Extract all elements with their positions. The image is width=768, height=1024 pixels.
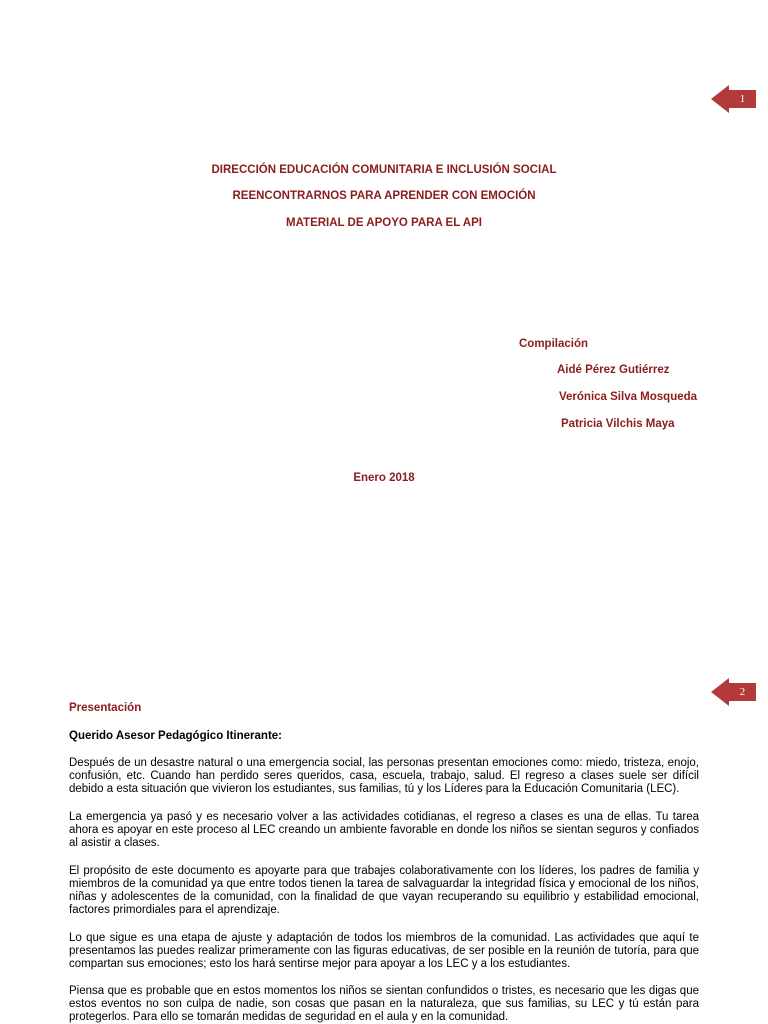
cover-title-line3: MATERIAL DE APOYO PARA EL API xyxy=(286,217,482,229)
body-paragraph: La emergencia ya pasó y es necesario volver a las actividades cotidianas, el regreso a clases es una de ellas. Tu tarea ahora es apoyar en este proceso al LEC creando un ambiente favorable en donde los niños se sientan seguros y confiados al asistir a clases. xyxy=(69,811,699,849)
page-number: 1 xyxy=(739,93,746,105)
compilation-label: Compilación xyxy=(519,338,589,350)
page-number-marker xyxy=(711,678,756,706)
body-paragraph: El propósito de este documento es apoyarte para que trabajes colaborativamente con los líderes, los padres de familia y miembros de la comunidad ya que entre todos tienen la tarea de salvaguardar la integridad física y emocional de los niños, niñas y adolescentes de la comunidad, con la finalidad de que vayan recuperando su equilibrio y estabilidad emocional, factores primordiales para el aprendizaje. xyxy=(69,865,699,916)
cover-title-line1: DIRECCIÓN EDUCACIÓN COMUNITARIA E INCLUSIÓN SOCIAL xyxy=(211,164,557,176)
cover-date: Enero 2018 xyxy=(353,472,415,484)
page-number: 2 xyxy=(739,686,746,698)
body-paragraph: Piensa que es probable que en estos momentos los niños se sientan confundidos o tristes, es necesario que les digas que estos eventos no son culpa de nadie, son cosas que pasan en la naturaleza, que sus familias, su LEC y tú están para protegerlos. Para ello se tomarán medidas de seguridad en el aula y en la comunidad. xyxy=(69,985,699,1023)
author-name: Aidé Pérez Gutiérrez xyxy=(557,364,670,376)
body-paragraph: Lo que sigue es una etapa de ajuste y adaptación de todos los miembros de la comunidad. Las actividades que aquí te presentamos las puedes realizar primeramente con las figuras educativas, de ser posible en la reunión de tutoría, para que compartan sus emociones; esto los hará sentirse mejor para apoyar a los LEC y a los estudiantes. xyxy=(69,932,699,970)
section-title: Presentación xyxy=(69,702,142,714)
cover-title-line2: REENCONTRARNOS PARA APRENDER CON EMOCIÓN xyxy=(232,190,536,202)
greeting: Querido Asesor Pedagógico Itinerante: xyxy=(69,730,283,742)
body-paragraph: Después de un desastre natural o una emergencia social, las personas presentan emociones como: miedo, tristeza, enojo, confusión, etc. Cuando han perdido seres queridos, casa, escuela, trabajo, salud. El regreso a clases suele ser difícil debido a esta situación que vivieron los estudiantes, sus familias, tú y los Líderes para la Educación Comunitaria (LEC). xyxy=(69,757,699,795)
author-name: Patricia Vilchis Maya xyxy=(561,418,675,430)
author-name: Verónica Silva Mosqueda xyxy=(559,391,698,403)
page-number-marker xyxy=(711,85,756,113)
